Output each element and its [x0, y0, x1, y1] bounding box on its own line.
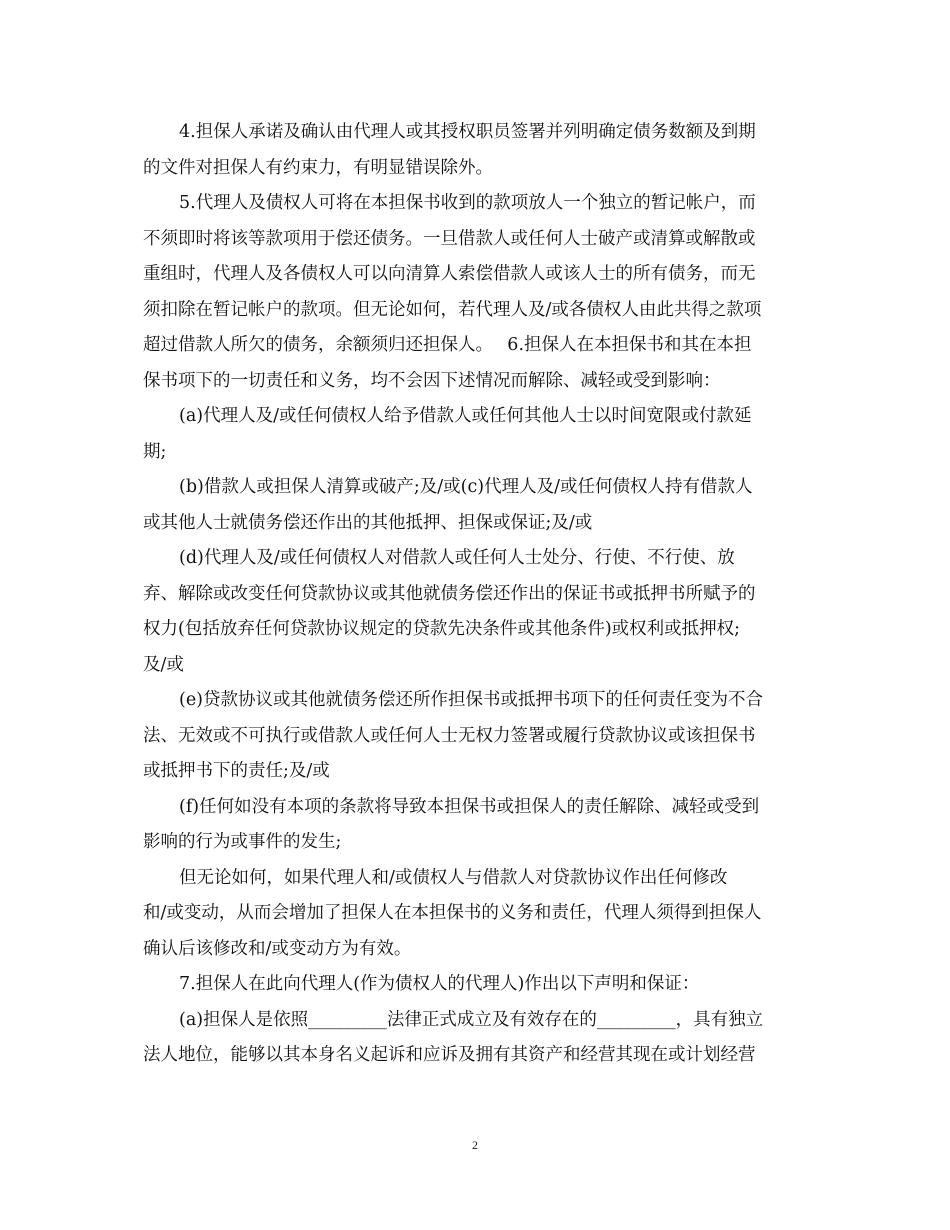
text-line: 确认后该修改和/或变动方为有效。 [143, 938, 412, 959]
text-line: 5.代理人及债权人可将在本担保书收到的款项放人一个独立的暂记帐户，而 [179, 193, 756, 213]
text-line: (d)代理人及/或任何债权人对借款人或任何人士处分、行使、不行使、放 [179, 548, 735, 568]
text-line: (a)代理人及/或任何债权人给予借款人或任何其他人士以时间宽限或付款延 [179, 406, 752, 426]
text-line: (a)担保人是依照_________法律正式成立及有效存在的_________，具有独立 [179, 1009, 764, 1030]
text-line: 或抵押书下的责任;及/或 [143, 761, 330, 781]
text-line: 权力(包括放弃任何贷款协议规定的贷款先决条件或其他条件)或权利或抵押权; [143, 619, 741, 639]
text-line: 法人地位，能够以其本身名义起诉和应诉及拥有其资产和经营其现在或计划经营 [143, 1045, 756, 1065]
text-line: 法、无效或不可执行或借款人或任何人士无权力签署或履行贷款协议或该担保书 [143, 725, 756, 746]
text-line: 超过借款人所欠的债务，余额须归还担保人。 6.担保人在本担保书和其在本担 [143, 335, 752, 355]
text-line: 4.担保人承诺及确认由代理人或其授权职员签署并列明确定债务数额及到期 [179, 122, 756, 142]
text-line: 或其他人士就债务偿还作出的其他抵押、担保或保证;及/或 [143, 512, 593, 533]
text-line: 期; [143, 441, 167, 462]
text-line: 和/或变动，从而会增加了担保人在本担保书的义务和责任，代理人须得到担保人 [143, 903, 762, 923]
text-line: (e)贷款协议或其他就债务偿还所作担保书或抵押书项下的任何责任变为不合 [179, 690, 764, 710]
text-line: 不须即时将该等款项用于偿还债务。一旦借款人或任何人士破产或清算或解散或 [143, 228, 756, 249]
text-line: 7.担保人在此向代理人(作为债权人的代理人)作出以下声明和保证： [179, 974, 700, 994]
text-line: 影响的行为或事件的发生; [143, 832, 342, 852]
text-line: 及/或 [143, 654, 184, 675]
text-line: 的文件对担保人有约束力，有明显错误除外。 [143, 157, 493, 178]
document-body [143, 115, 809, 1074]
text-line: (f)任何如没有本项的条款将导致本担保书或担保人的责任解除、减轻或受到 [179, 796, 760, 817]
text-line: 须扣除在暂记帐户的款项。但无论如何，若代理人及/或各债权人由此共得之款项 [143, 299, 762, 320]
text-line: 但无论如何，如果代理人和/或债权人与借款人对贷款协议作出任何修改 [179, 867, 728, 888]
text-line: (b)借款人或担保人清算或破产;及/或(c)代理人及/或任何债权人持有借款人 [179, 477, 753, 497]
page-number: 2 [472, 1138, 478, 1152]
text-line: 弃、解除或改变任何贷款协议或其他就债务偿还作出的保证书或抵押书所赋予的 [143, 583, 756, 604]
text-line: 重组时，代理人及各债权人可以向清算人索偿借款人或该人士的所有债务，而无 [143, 264, 756, 284]
text-line: 保书项下的一切责任和义务，均不会因下述情况而解除、减轻或受到影响： [143, 370, 721, 391]
